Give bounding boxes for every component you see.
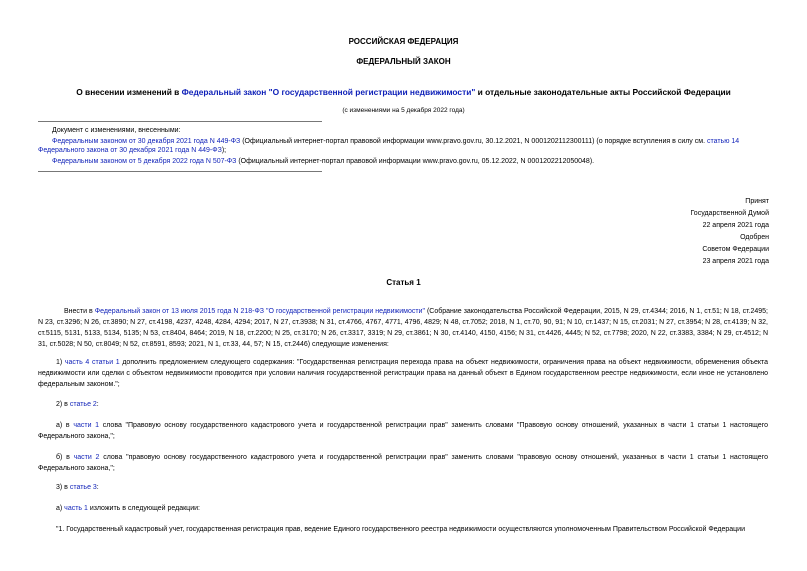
amendment-item-1 — [38, 137, 768, 155]
country-heading: РОССИЙСКАЯ ФЕДЕРАЦИЯ — [348, 37, 459, 46]
adoption-line: Принят — [745, 198, 769, 205]
doc-type-heading: ФЕДЕРАЛЬНЫЙ ЗАКОН — [356, 57, 451, 66]
point-3a-link[interactable]: часть 1 — [64, 505, 88, 512]
point-1-num: 1) — [56, 359, 65, 366]
divider-bottom — [38, 171, 322, 172]
adoption-line: 23 апреля 2021 года — [702, 258, 769, 265]
point-1-article-link[interactable]: статьи 1 — [92, 359, 120, 366]
adoption-block — [690, 196, 769, 268]
point-3-end: : — [96, 484, 99, 491]
point-3-link[interactable]: статье 3 — [69, 484, 97, 491]
point-2-num: 2) в — [56, 401, 70, 408]
point-3a-pre: а) — [56, 505, 65, 512]
point-2a — [38, 420, 768, 442]
point-1 — [38, 357, 768, 390]
amendment-1-link[interactable]: Федеральным законом от 30 декабря 2021 года N 449-ФЗ — [52, 138, 241, 145]
amendments-intro: Документ с изменениями, внесенными: — [52, 127, 181, 134]
point-2b-link[interactable]: части 2 — [73, 454, 100, 461]
document-title — [0, 87, 807, 97]
title-post: и отдельные законодательные акты Российской Федерации — [475, 87, 731, 97]
point-2b-text: слова "правовую основу государственного кадастрового учета и государственной регистрации прав" заменить словами "правовую основу отношений, указанных в части 1 статьи 1 настоящего Федерального закона,"; — [38, 454, 768, 472]
adoption-line: 22 апреля 2021 года — [702, 222, 769, 229]
amendment-2-text: (Официальный интернет-портал правовой информации www.pravo.gov.ru, 05.12.2022, N 0001202212050048). — [236, 158, 595, 165]
divider-top — [38, 121, 322, 122]
amendment-1-text: (Официальный интернет-портал правовой информации www.pravo.gov.ru, 30.12.2021, N 0001202112300111) (о порядке вступления в силу см. — [240, 138, 707, 145]
adoption-line: Одобрен — [740, 234, 769, 241]
title-pre: О внесении изменений в — [76, 87, 182, 97]
point-2b-pre: б) в — [56, 454, 74, 461]
quote-paragraph: "1. Государственный кадастровый учет, государственная регистрация прав, ведение Единого государственного реестра недвижимости осуществляются уполномоченным Правительством Российской Федерации — [56, 526, 745, 533]
amendment-1-end: ); — [221, 147, 227, 154]
amendment-1-law-link[interactable]: Федерального закона от 30 декабря 2021 года N 449-ФЗ — [38, 147, 222, 154]
amendment-item-2 — [52, 157, 768, 166]
point-3-num: 3) в — [56, 484, 70, 491]
adoption-line: Государственной Думой — [690, 210, 769, 217]
intro-text: (Собрание законодательства Российской Федерации, 2015, N 29, ст.4344; 2016, N 1, ст.51; N 18, ст.2495; N 23, ст.3296; N 26, ст.3890; N 27, ст.4198, 4237, 4248, 4284, 4294; 2017, N 27, ст.3938; N 31, ст.4766, 4767, 4771, 4796, 4829; N 48, ст.7052; 2018, N 1, ст.70, 90, 91; N 10, ст.1437; N 15, ст.2031; N 27, ст.3954; N 28, ст.4139; N 32, ст.5115, 5131, 5133, 5134, 5135; N 53, ст.8404, 8464; 2019, N 18, ст.2200; N 25, ст.3170; N 26, ст.3317, 3319; N 29, ст.3861; N 30, ст.4140, 4150, 4156; N 31, ст.4426, 4445; N 52, ст.7798; 2020, N 22, ст.3383, 3384; N 29, ст.4512; N 31, ст.5028; N 50, ст.8049; N 52, ст.8591, 8593; 2021, N 1, ст.33, 44, 57; N 15, ст.2446) следующие изменения: — [38, 308, 769, 348]
point-3a — [38, 503, 768, 514]
point-2a-link[interactable]: части 1 — [73, 422, 100, 429]
point-2a-text: слова "Правовую основу государственного кадастрового учета и государственной регистрации прав" заменить словами "Правовую основу отношений, указанных в части 1 статьи 1 настоящего Федерального закона,"; — [38, 422, 768, 440]
point-2b — [38, 452, 768, 474]
point-2-link[interactable]: статье 2 — [69, 401, 97, 408]
adoption-line: Советом Федерации — [702, 246, 769, 253]
title-law-link[interactable]: Федеральный закон "О государственной регистрации недвижимости" — [181, 87, 476, 97]
point-1-part-link[interactable]: часть 4 — [64, 359, 90, 366]
article-heading: Статья 1 — [386, 278, 421, 287]
point-3a-text: изложить в следующей редакции: — [87, 505, 200, 512]
article-intro — [38, 306, 768, 350]
point-1-text: дополнить предложением следующего содержания: "Государственная регистрация перехода права на объект недвижимости, ограничения права на объект недвижимости, обременения объекта недвижимости или сделки с объектом недвижимости проводится при условии наличия государственной регистрации права на данный объект в Едином государственном реестре недвижимости, если иное не установлено федеральным законом."; — [38, 359, 769, 388]
point-2-end: : — [96, 401, 99, 408]
point-2a-pre: а) в — [56, 422, 74, 429]
edition-note: (с изменениями на 5 декабря 2022 года) — [342, 107, 465, 114]
point-2 — [38, 399, 768, 410]
amendment-2-link[interactable]: Федеральным законом от 5 декабря 2022 года N 507-ФЗ — [52, 158, 237, 165]
point-3 — [38, 482, 768, 493]
intro-pre: Внести в — [64, 308, 95, 315]
intro-law-link[interactable]: Федеральный закон от 13 июля 2015 года N 218-ФЗ "О государственной регистрации недвижимости" — [94, 308, 425, 315]
amendment-1-article-link[interactable]: статью 14 — [706, 138, 740, 145]
